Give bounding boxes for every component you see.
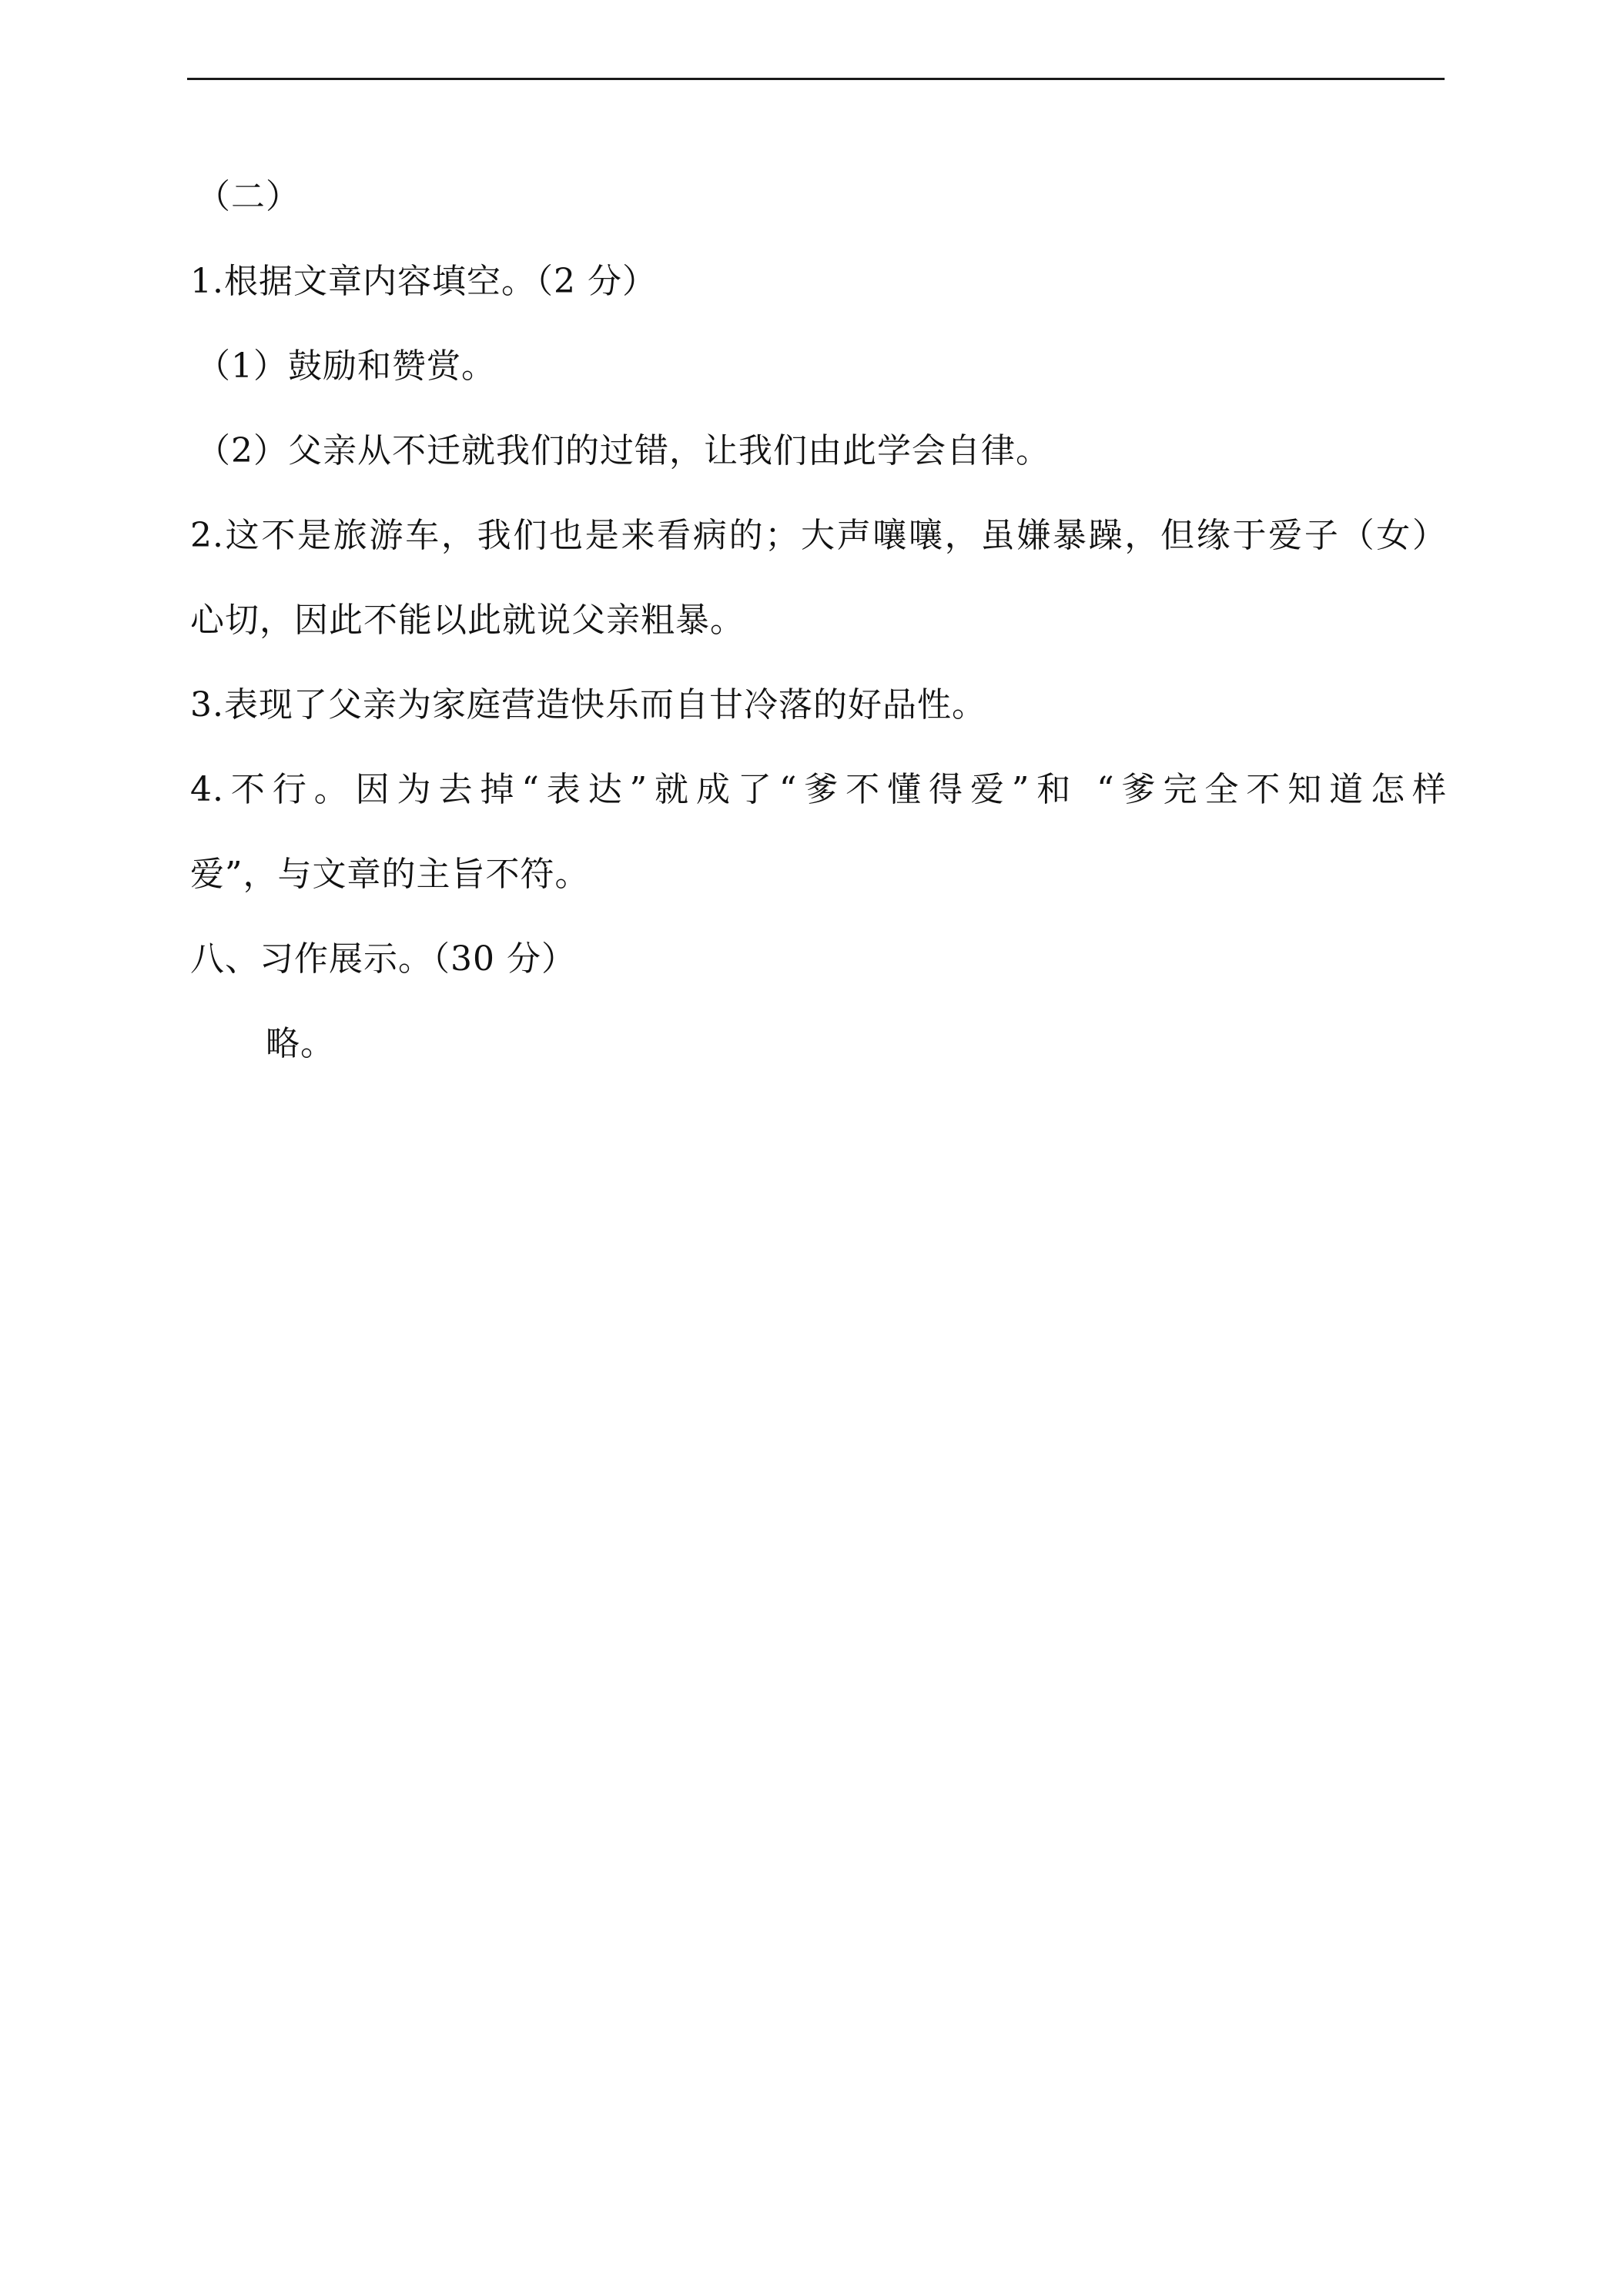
question-1: 1.根据文章内容填空。（2 分） — [190, 262, 657, 301]
question-4-line-2: 爱”，与文章的主旨不符。 — [190, 855, 590, 894]
question-1-part-2: （2）父亲从不迁就我们的过错，让我们由此学会自律。 — [196, 431, 1050, 470]
header-rule — [187, 78, 1445, 80]
section-two-heading: （二） — [196, 177, 300, 216]
section-eight-heading: 八、习作展示。（30 分） — [190, 939, 576, 979]
question-3: 3.表现了父亲为家庭营造快乐而自甘冷落的好品性。 — [190, 685, 986, 725]
question-2-line-1: 2.这不是旅游车，我们也是来看病的；大声嚷嚷，虽嫌暴躁，但缘于爱子（女） — [190, 516, 1447, 555]
question-2-line-2: 心切，因此不能以此就说父亲粗暴。 — [190, 601, 745, 640]
question-4-line-1: 4.不行。因为去掉“表达”就成了“爹不懂得爱”和 “爹完全不知道怎样 — [190, 770, 1447, 809]
question-1-part-1: （1）鼓励和赞赏。 — [196, 346, 496, 386]
section-eight-answer: 略。 — [266, 1024, 335, 1063]
